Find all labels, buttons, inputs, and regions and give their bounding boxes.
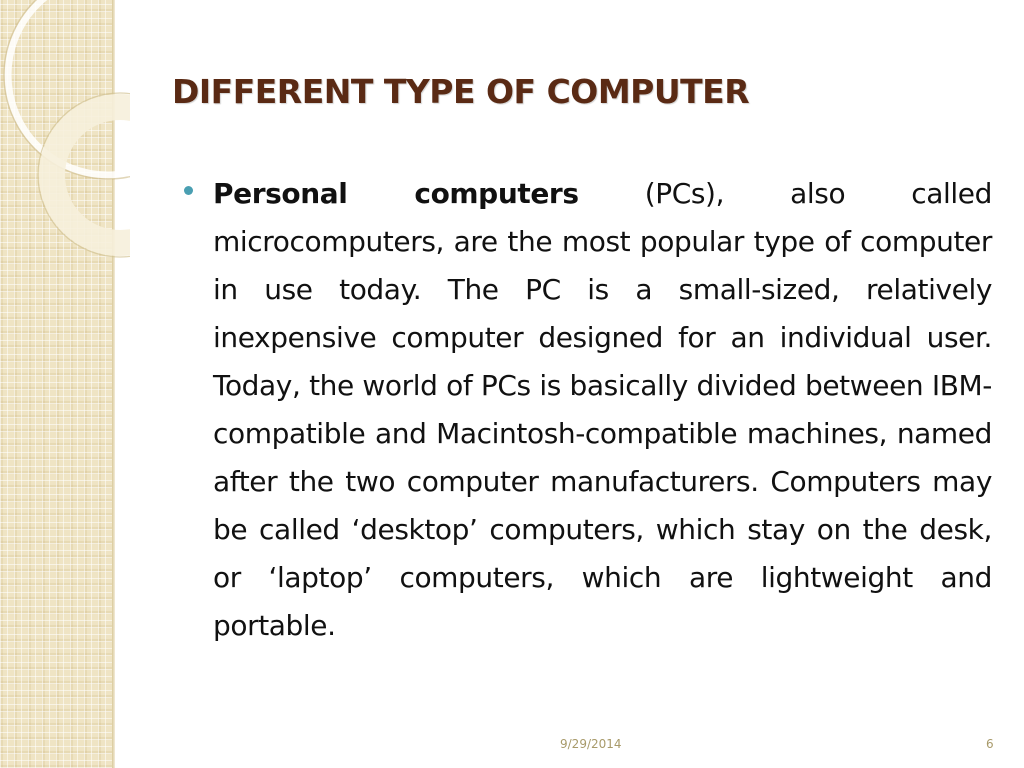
slide-number: 6 (986, 737, 994, 751)
bullet-text (213, 170, 992, 650)
bullet-dot-icon (184, 186, 193, 195)
bullet-bold-lead: Personal computers (213, 177, 579, 210)
slide-title: DIFFERENT TYPE OF COMPUTER (172, 72, 750, 111)
bullet-body-text: (PCs), also called microcomputers, are the most popular type of computer in use today. The PC is a small-sized, relatively inexpensive computer designed for an individual user. Today, the world of PCs is basically divided between IBM-compatible and Macintosh-compatible machines, named after the two computer manufacturers. Computers may be called ‘desktop’ computers, which stay on the desk, or ‘laptop’ computers, which are lightweight and portable. (213, 177, 992, 642)
slide-body (180, 170, 992, 650)
bullet-item (180, 170, 992, 650)
footer-date: 9/29/2014 (560, 737, 622, 751)
decorative-rings (0, 0, 130, 260)
